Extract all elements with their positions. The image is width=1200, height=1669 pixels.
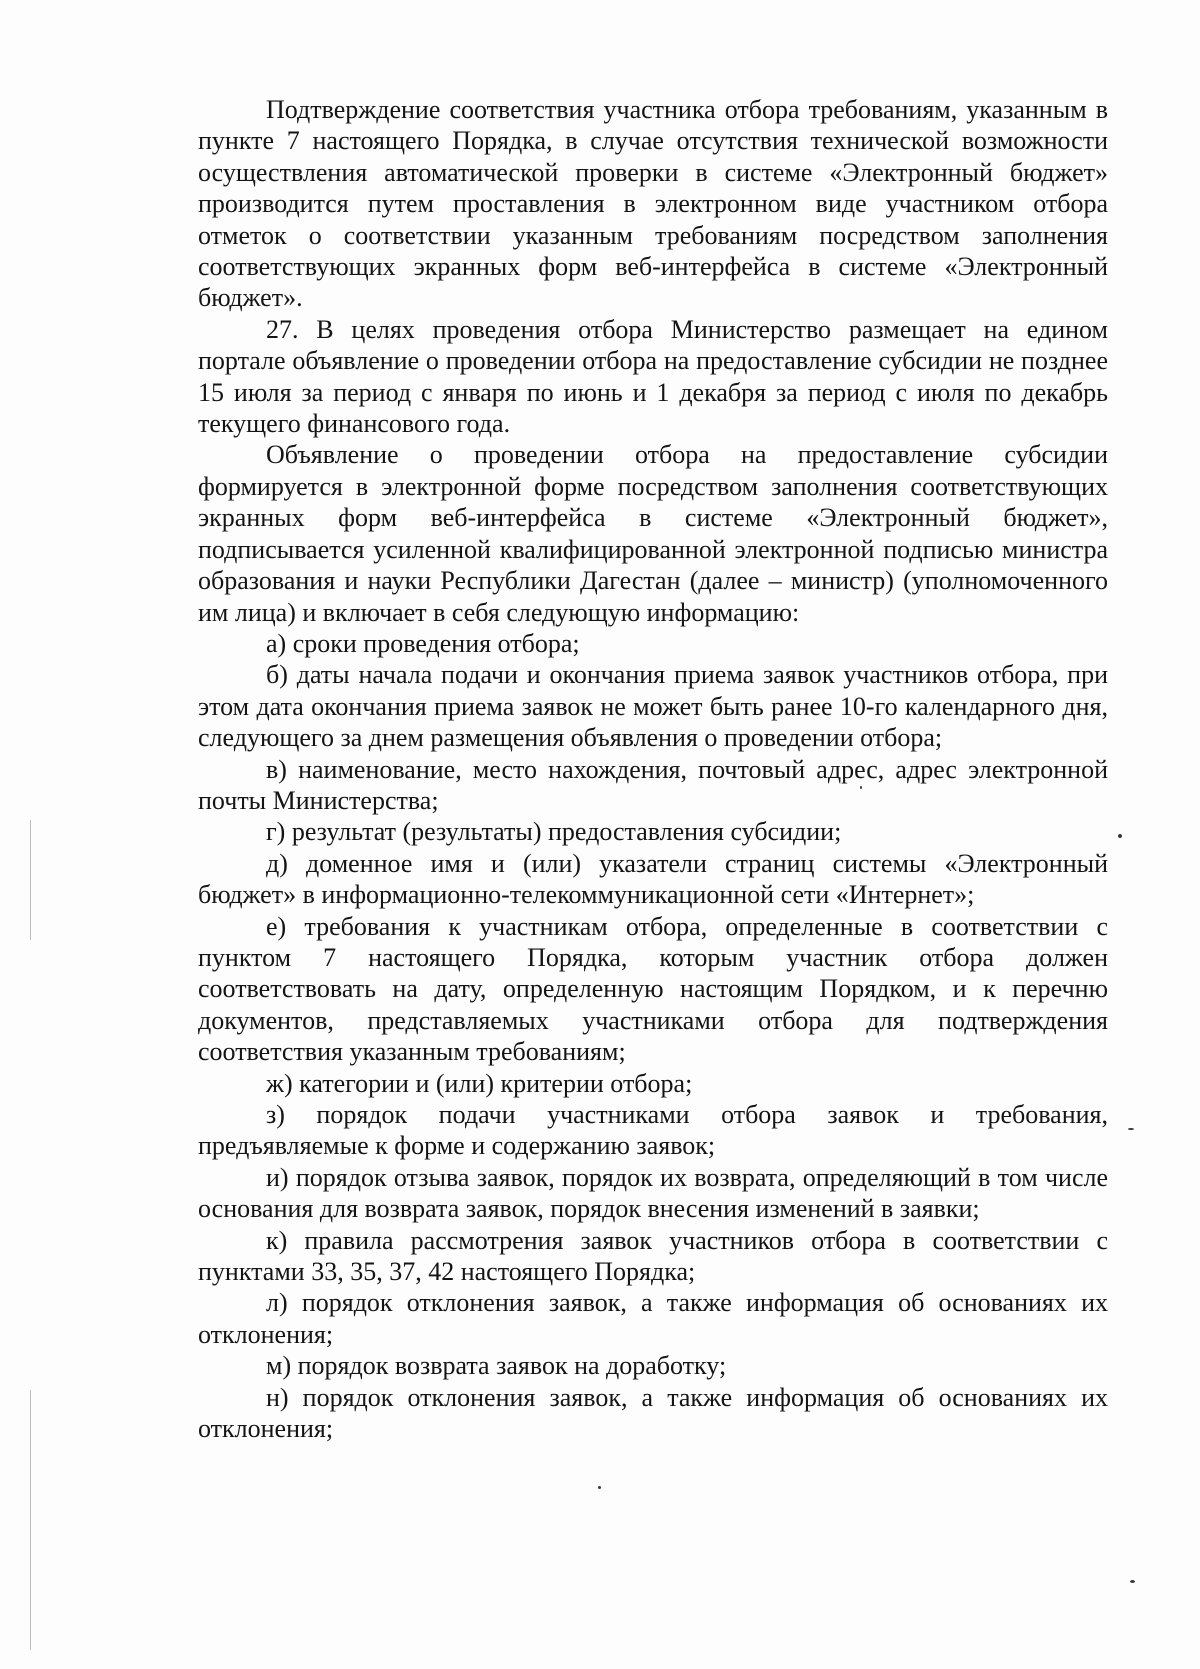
- list-item-a: а) сроки проведения отбора;: [266, 628, 580, 658]
- list-item-n: н) порядок отклонения заявок, а также информация об основаниях их отклонения;: [198, 1382, 1108, 1444]
- list-item-z: з) порядок подачи участниками отбора заявок и требования, предъявляемые к форме и содержанию заявок;: [198, 1100, 1108, 1161]
- list-item-zh: ж) категории и (или) критерии отбора;: [266, 1068, 693, 1098]
- scan-edge-artifact: [30, 820, 31, 940]
- paragraph-confirmation: Подтверждение соответствия участника отбора требованиям, указанным в пункте 7 настоящего Порядка, в случае отсутствия технической возможности осуществления автоматической проверки в системе «Электронный бюджет» производится путем проставления в электронном виде участником отбора отметок о соответствии указанным требованиям посредством заполнения соответствующих экранных форм веб-интерфейса в системе «Электронный бюджет».: [198, 95, 1108, 313]
- list-item-e: е) требования к участникам отбора, определенные в соответствии с пунктом 7 настоящего Порядка, которым участник отбора должен соответствовать на дату, определенную настоящим Порядком, и к перечню документов, представляемых участниками отбора для подтверждения соответствия указанным требованиям;: [198, 911, 1108, 1067]
- scan-edge-artifact: [30, 1390, 31, 1650]
- document-body: [198, 94, 1108, 1444]
- paragraph-announcement: Объявление о проведении отбора на предоставление субсидии формируется в электронной форме посредством заполнения соответствующих экранных форм веб-интерфейса в системе «Электронный бюджет», подписывается усиленной квалифицированной электронной подписью министра образования и науки Республики Дагестан (далее – министр) (уполномоченного им лица) и включает в себя следующую информацию:: [198, 440, 1108, 627]
- list-item-m: м) порядок возврата заявок на доработку;: [266, 1351, 727, 1381]
- scan-speck: [598, 1486, 601, 1489]
- scan-speck: [1118, 834, 1122, 838]
- list-item-i: и) порядок отзыва заявок, порядок их возврата, определяющий в том числе основания для возврата заявок, порядок внесения изменений в заявки;: [198, 1162, 1108, 1224]
- list-item-g: г) результат (результаты) предоставления субсидии;: [266, 817, 842, 847]
- paragraph-27: 27. В целях проведения отбора Министерство размещает на едином портале объявление о проведении отбора на предоставление субсидии не позднее 15 июля за период с января по июнь и 1 декабря за период с июля по декабрь текущего финансового года.: [198, 314, 1108, 439]
- list-item-v: в) наименование, место нахождения, почтовый адрес, адрес электронной почты Министерства;: [198, 754, 1108, 815]
- list-item-k: к) правила рассмотрения заявок участников отбора в соответствии с пунктами 33, 35, 37, 42 настоящего Порядка;: [198, 1225, 1108, 1287]
- list-item-b: б) даты начала подачи и окончания приема заявок участников отбора, при этом дата окончания приема заявок не может быть ранее 10-го календарного дня, следующего за днем размещения объявления о проведении отбора;: [198, 660, 1108, 753]
- scan-speck: [1128, 1128, 1134, 1130]
- list-item-l: л) порядок отклонения заявок, а также информация об основаниях их отклонения;: [198, 1288, 1108, 1349]
- scan-speck: [1130, 1580, 1135, 1583]
- list-item-d: д) доменное имя и (или) указатели страниц системы «Электронный бюджет» в информационно-телекоммуникационной сети «Интернет»;: [198, 848, 1108, 910]
